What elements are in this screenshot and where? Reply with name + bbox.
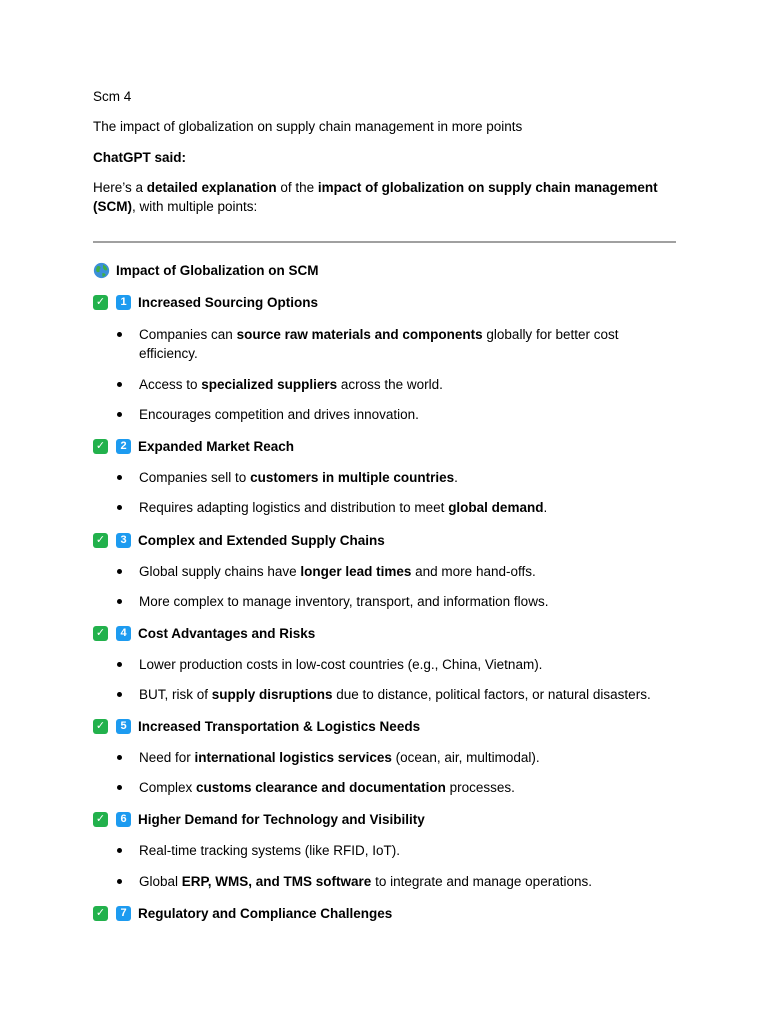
speaker-label: ChatGPT said: <box>93 150 187 165</box>
globe-icon <box>93 262 110 279</box>
keycap-number-icon: 5 <box>116 719 131 734</box>
bullet-text <box>139 468 659 487</box>
text-run: Access to <box>139 377 202 392</box>
text-run: Real-time tracking systems (like RFID, IoT). <box>139 843 401 858</box>
keycap-number-icon: 7 <box>116 906 131 921</box>
bullet-dot-icon <box>117 475 122 480</box>
bullet-text <box>139 655 659 674</box>
section-heading <box>93 810 425 829</box>
keycap-number-icon: 4 <box>116 626 131 641</box>
text-run: detailed explanation <box>146 180 277 195</box>
bullet-dot-icon <box>117 692 122 697</box>
bullet-dot-icon <box>117 755 122 760</box>
text-run: global demand <box>448 500 544 515</box>
section-title: Increased Sourcing Options <box>138 295 319 310</box>
text-run: customers in multiple countries <box>250 470 455 485</box>
bullet-text <box>139 592 659 611</box>
text-run: Complex <box>139 780 197 795</box>
text-run: , with multiple points: <box>132 199 258 214</box>
bullet-dot-icon <box>117 569 122 574</box>
doc-label: Scm 4 <box>93 89 132 104</box>
section-title: Expanded Market Reach <box>138 439 295 454</box>
text-run: . <box>543 500 548 515</box>
bullet-text <box>139 872 659 891</box>
text-run: Global supply chains have <box>139 564 301 579</box>
bullet-dot-icon <box>117 505 122 510</box>
check-mark-icon: ✓ <box>93 906 108 921</box>
text-run: Requires adapting logistics and distribution to meet <box>139 500 449 515</box>
question-text: The impact of globalization on supply chain management in more points <box>93 119 523 134</box>
check-mark-icon: ✓ <box>93 533 108 548</box>
bullet-dot-icon <box>117 412 122 417</box>
text-run: processes. <box>445 780 515 795</box>
section-heading <box>93 531 385 550</box>
text-run: Encourages competition and drives innovation. <box>139 407 419 422</box>
section-title: Cost Advantages and Risks <box>138 626 316 641</box>
text-run: . <box>454 470 458 485</box>
bullet-dot-icon <box>117 382 122 387</box>
horizontal-rule <box>93 241 676 243</box>
text-run: Here’s a <box>93 180 147 195</box>
bullet-text <box>139 375 659 394</box>
check-mark-icon: ✓ <box>93 812 108 827</box>
bullet-text <box>139 685 659 704</box>
text-run: Companies can <box>139 327 237 342</box>
text-run: specialized suppliers <box>201 377 338 392</box>
text-run: Lower production costs in low-cost countries (e.g., China, Vietnam). <box>139 657 543 672</box>
check-mark-icon: ✓ <box>93 719 108 734</box>
bullet-text <box>139 498 659 517</box>
section-title: Higher Demand for Technology and Visibility <box>138 812 425 827</box>
bullet-text <box>139 778 659 797</box>
text-run: to integrate and manage operations. <box>371 874 592 889</box>
bullet-text <box>139 405 659 424</box>
text-run: More complex to manage inventory, transport, and information flows. <box>139 594 549 609</box>
keycap-number-icon: 3 <box>116 533 131 548</box>
text-run: longer lead times <box>300 564 412 579</box>
text-run: international logistics services <box>194 750 392 765</box>
text-run: (ocean, air, multimodal). <box>391 750 540 765</box>
bullet-dot-icon <box>117 332 122 337</box>
main-heading-text: Impact of Globalization on SCM <box>116 263 319 278</box>
section-heading <box>93 293 318 312</box>
section-heading <box>93 904 392 923</box>
text-run: due to distance, political factors, or natural disasters. <box>332 687 651 702</box>
bullet-text <box>139 748 659 767</box>
text-run: source raw materials and components <box>236 327 483 342</box>
bullet-dot-icon <box>117 879 122 884</box>
section-title: Increased Transportation & Logistics Needs <box>138 719 421 734</box>
text-run: impact of globalization on supply chain management (SCM) <box>93 180 658 214</box>
section-title: Complex and Extended Supply Chains <box>138 533 385 548</box>
bullet-text <box>139 325 659 363</box>
keycap-number-icon: 1 <box>116 295 131 310</box>
bullet-text <box>139 841 659 860</box>
keycap-number-icon: 6 <box>116 812 131 827</box>
text-run: customs clearance and documentation <box>196 780 446 795</box>
check-mark-icon: ✓ <box>93 295 108 310</box>
text-run: globally for better cost efficiency. <box>139 327 619 361</box>
text-run: ERP, WMS, and TMS software <box>181 874 372 889</box>
bullet-text <box>139 562 659 581</box>
check-mark-icon: ✓ <box>93 439 108 454</box>
bullet-dot-icon <box>117 785 122 790</box>
main-heading <box>93 261 319 280</box>
text-run: across the world. <box>337 377 443 392</box>
bullet-dot-icon <box>117 662 122 667</box>
section-title: Regulatory and Compliance Challenges <box>138 906 393 921</box>
section-heading <box>93 717 420 736</box>
section-heading <box>93 437 294 456</box>
text-run: Need for <box>139 750 195 765</box>
text-run: supply disruptions <box>211 687 333 702</box>
intro-paragraph <box>93 178 673 216</box>
keycap-number-icon: 2 <box>116 439 131 454</box>
check-mark-icon: ✓ <box>93 626 108 641</box>
text-run: Global <box>139 874 182 889</box>
bullet-dot-icon <box>117 848 122 853</box>
bullet-dot-icon <box>117 599 122 604</box>
text-run: and more hand-offs. <box>411 564 536 579</box>
text-run: Companies sell to <box>139 470 251 485</box>
text-run: of the <box>276 180 318 195</box>
section-heading <box>93 624 315 643</box>
text-run: BUT, risk of <box>139 687 212 702</box>
